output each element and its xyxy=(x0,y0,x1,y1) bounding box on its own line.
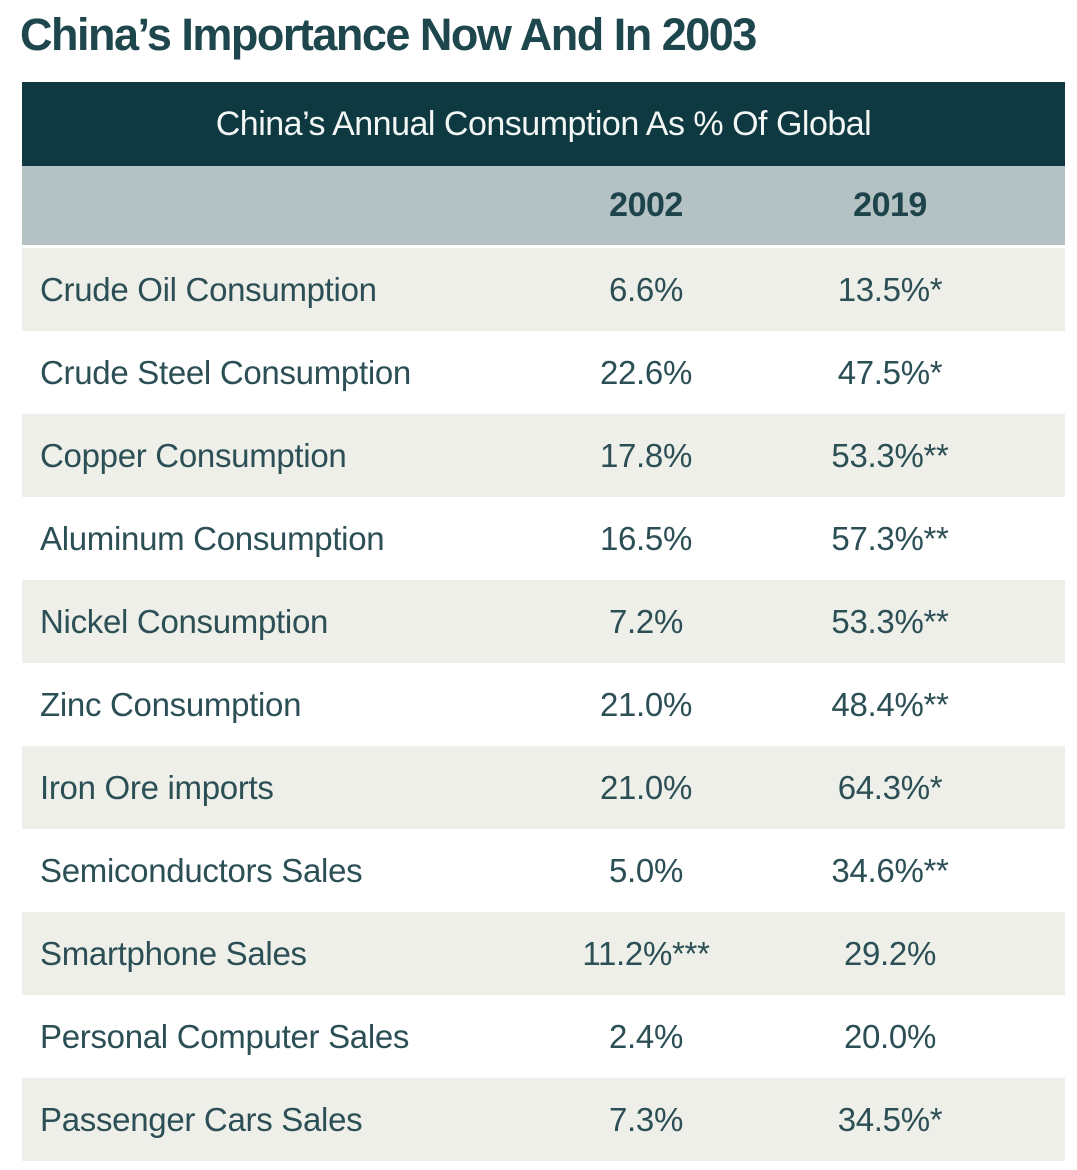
table-row xyxy=(22,829,1065,912)
row-value-2002: 2.4% xyxy=(608,1017,684,1055)
table-row xyxy=(22,331,1065,414)
row-value-2019: 47.5%* xyxy=(837,353,943,391)
table-row xyxy=(22,1078,1065,1161)
row-label: Zinc Consumption xyxy=(40,685,302,723)
row-value-2002: 11.2%*** xyxy=(582,934,710,972)
row-value-2019: 29.2% xyxy=(843,934,937,972)
table-row xyxy=(22,995,1065,1078)
row-value-2019: 34.6%** xyxy=(831,851,949,889)
row-value-2019: 13.5%* xyxy=(837,270,943,308)
row-label: Iron Ore imports xyxy=(40,768,274,806)
table-body xyxy=(22,248,1065,1161)
row-value-2019: 64.3%* xyxy=(837,768,943,806)
table-row xyxy=(22,746,1065,829)
row-label: Personal Computer Sales xyxy=(40,1017,410,1055)
column-header-row xyxy=(22,166,1065,245)
row-value-2002: 5.0% xyxy=(608,851,684,889)
table-banner-text: China’s Annual Consumption As % Of Global xyxy=(215,104,872,143)
row-label: Smartphone Sales xyxy=(40,934,307,972)
row-label: Copper Consumption xyxy=(40,436,347,474)
row-label: Aluminum Consumption xyxy=(40,519,385,557)
row-value-2019: 48.4%** xyxy=(831,685,949,723)
table-row xyxy=(22,414,1065,497)
consumption-table xyxy=(22,82,1065,1161)
table-row xyxy=(22,663,1065,746)
row-label: Semiconductors Sales xyxy=(40,851,363,889)
row-value-2019: 57.3%** xyxy=(831,519,949,557)
row-value-2002: 7.2% xyxy=(608,602,684,640)
row-value-2002: 21.0% xyxy=(599,685,693,723)
row-value-2002: 17.8% xyxy=(599,436,693,474)
row-value-2002: 7.3% xyxy=(608,1100,684,1138)
table-row xyxy=(22,497,1065,580)
column-header-2002: 2002 xyxy=(609,186,683,224)
table-row xyxy=(22,580,1065,663)
row-value-2002: 16.5% xyxy=(599,519,693,557)
row-label: Crude Steel Consumption xyxy=(40,353,411,391)
row-value-2002: 6.6% xyxy=(608,270,684,308)
row-value-2002: 22.6% xyxy=(599,353,693,391)
row-value-2019: 53.3%** xyxy=(831,602,949,640)
row-value-2019: 20.0% xyxy=(843,1017,937,1055)
table-row xyxy=(22,248,1065,331)
page-title: China’s Importance Now And In 2003 xyxy=(20,9,756,60)
row-value-2019: 34.5%* xyxy=(837,1100,943,1138)
row-label: Nickel Consumption xyxy=(40,602,329,640)
row-label: Crude Oil Consumption xyxy=(40,270,377,308)
row-value-2019: 53.3%** xyxy=(831,436,949,474)
table-banner xyxy=(22,82,1065,166)
column-header-2019: 2019 xyxy=(853,186,927,224)
table-row xyxy=(22,912,1065,995)
row-value-2002: 21.0% xyxy=(599,768,693,806)
row-label: Passenger Cars Sales xyxy=(40,1100,363,1138)
